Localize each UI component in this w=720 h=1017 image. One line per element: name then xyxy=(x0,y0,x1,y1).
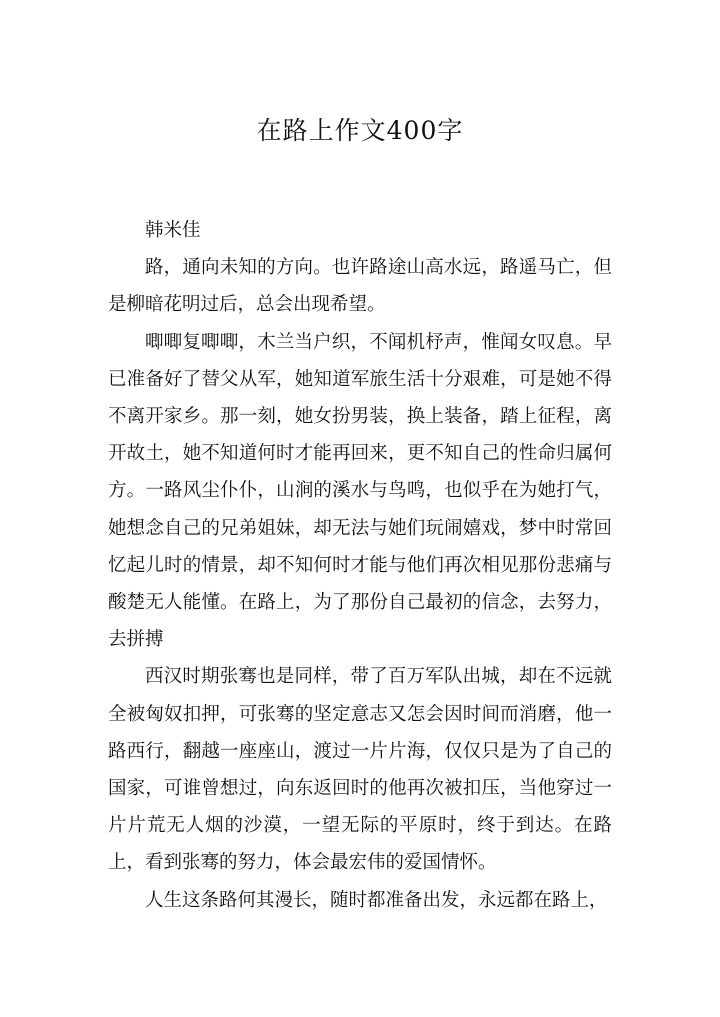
document-body xyxy=(108,212,612,919)
paragraph: 路，通向未知的方向。也许路途山高水远，路遥马亡，但是柳暗花明过后，总会出现希望。 xyxy=(108,257,612,316)
paragraph: 唧唧复唧唧，木兰当户织，不闻机杼声，惟闻女叹息。早已准备好了替父从军，她知道军旅生活十分艰难，可是她不得不离开家乡。那一刻，她女扮男装，换上装备，踏上征程，离开故土，她不知道何时才能再回来，更不知自己的性命归属何方。一路风尘仆仆，山涧的溪水与鸟鸣，也似乎在为她打气，她想念自己的兄弟姐妹，却无法与她们玩闹嬉戏，梦中时常回忆起儿时的情景，却不知何时才能与他们再次相见那份悲痛与酸楚无人能懂。在路上，为了那份自己最初的信念，去努力，去拼搏 xyxy=(108,331,612,651)
document-title: 在路上作文400字 xyxy=(256,116,464,145)
paragraph: 人生这条路何其漫长，随时都准备出发，永远都在路上， xyxy=(145,889,608,911)
paragraph: 西汉时期张骞也是同样，带了百万军队出城，却在不远就全被匈奴扣押，可张骞的坚定意志又怎会因时间而消磨，他一路西行，翻越一座座山，渡过一片片海，仅仅只是为了自己的国家，可谁曾想过，向东返回时的他再次被扣压，当他穿过一片片荒无人烟的沙漠，一望无际的平原时，终于到达。在路上，看到张骞的努力，体会最宏伟的爱国情怀。 xyxy=(108,666,612,874)
author-line: 韩米佳 xyxy=(145,220,201,241)
